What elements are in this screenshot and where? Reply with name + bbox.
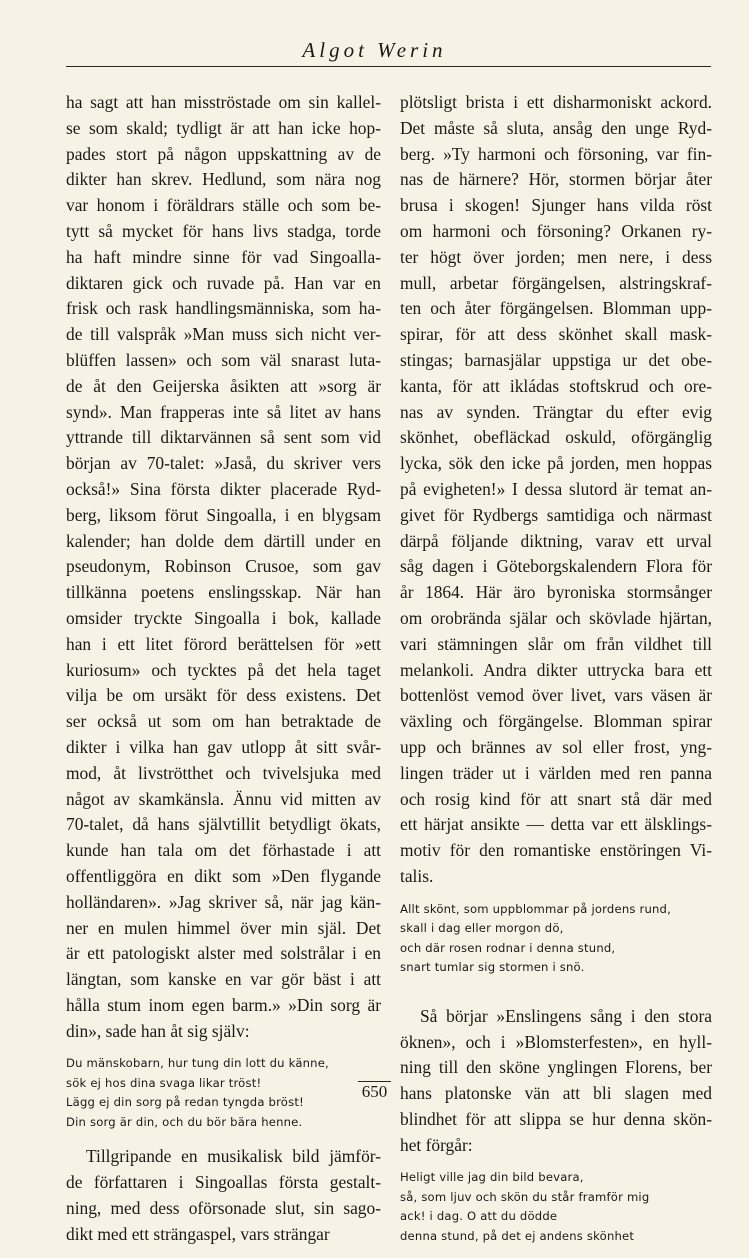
- text-line: såg dagen i Göteborgskalendern Flora för: [400, 556, 712, 577]
- text-line: ter högt över jorden; men nere, i dess: [400, 246, 712, 267]
- text-line: Så börjar »Enslingens sång i den stora: [420, 1005, 712, 1026]
- text-line: omsider tryckte Singoalla i bok, kallade: [66, 607, 381, 628]
- text-line: han i ett litet förord berättelsen för »ett: [66, 633, 381, 654]
- text-line: diktaren gick och ruvade på. Han var en: [66, 272, 381, 293]
- text-line: om harmoni och försoning? Orkanen ry-: [400, 220, 712, 241]
- text-line: melankoli. Andra dikter uttrycka bara ett: [400, 659, 712, 680]
- text-line: pades stort på någon uppskattning av de: [66, 143, 381, 164]
- text-line: kanta, för att ikládas stoftskrud och ore-: [400, 375, 712, 396]
- poem-line: ack! i dag. O att du dödde: [400, 1209, 558, 1224]
- text-line: Det måste så sluta, ansåg den unge Ryd-: [400, 117, 712, 138]
- text-line: nas av synden. Trängtar du efter evig: [400, 401, 712, 422]
- text-line: vilja be om ursäkt för dess existens. Det: [66, 685, 381, 706]
- text-line: upp och brännes av sol eller frost, yng-: [400, 736, 712, 757]
- header-rule: [66, 66, 711, 67]
- stanza-gap: [400, 990, 712, 1004]
- text-line: öknen», och i »Blomsterfesten», en hyll-: [400, 1031, 712, 1052]
- text-line: ning till den sköne ynglingen Florens, ber: [400, 1057, 712, 1078]
- text-line: och rosig kind för att snart stå där med: [400, 788, 712, 809]
- text-line: därpå följande diktning, varav ett urval: [400, 530, 712, 551]
- text-line: de åt den Geijerska åsikten att »sorg är: [66, 375, 381, 396]
- poem-line: snart tumlar sig stormen i snö.: [400, 960, 585, 975]
- text-line: offentliggöra en dikt som »Den flygande: [66, 865, 381, 886]
- text-line: blüffen lassen» och som väl snarast luta-: [66, 349, 381, 370]
- text-line: också!» Sina första dikter placerade Ryd-: [66, 478, 381, 499]
- left-paragraph-1: [66, 90, 381, 1044]
- text-line: kunde han tala om det förhastade i att: [66, 840, 381, 861]
- right-paragraph-1: [400, 90, 712, 890]
- text-line: ten och åter förgängelsen. Blomman upp-: [400, 298, 712, 319]
- text-line: skönhet, obefläckad oskuld, oförgänglig: [400, 427, 712, 448]
- text-line: talis.: [400, 865, 434, 886]
- text-line: lycka, sök den icke på jorden, men hoppas: [400, 453, 712, 474]
- text-line: dikt med ett strängaspel, vars strängar: [66, 1223, 330, 1244]
- text-line: ha sagt att han misströstade om sin kallel-: [66, 92, 381, 112]
- text-line: något av skamkänsla. Ännu vid mitten av: [66, 788, 381, 809]
- text-line: bottenlöst vemod över livet, vars väsen är: [400, 685, 712, 706]
- poem-line: Heligt ville jag din bild bevara,: [400, 1170, 584, 1185]
- poem-line: Du mänskobarn, hur tung din lott du känne,: [66, 1056, 329, 1071]
- left-column: [66, 90, 381, 1248]
- text-line: yttrande till diktarvännen så sent som vid: [66, 427, 381, 448]
- text-line: på evigheten!» I dessa slutord är temat an-: [400, 478, 712, 499]
- text-line: om orobrända själar och skövlade hjärtan,: [400, 607, 712, 628]
- text-line: givet för Rydbergs samtidiga och närmast: [400, 504, 712, 525]
- poem-line: skall i dag eller morgon dö,: [400, 921, 564, 936]
- text-line: spirar, för att dess skönhet skall mask-: [400, 324, 712, 345]
- text-line: ner en mulen himmel över min själ. Det: [66, 917, 381, 938]
- text-line: längtan, som kanske en var gör bäst i att: [66, 969, 381, 990]
- text-line: berg. »Ty harmoni och försoning, var fin-: [400, 143, 712, 164]
- text-line: kalender; han dolde dem därtill under en: [66, 530, 381, 551]
- text-line: se som skald; tydligt är att han icke hop-: [66, 117, 381, 138]
- page-number-text: 650: [358, 1081, 392, 1101]
- text-line: din», sade han åt sig själv:: [66, 1020, 250, 1041]
- text-line: de till valspråk »Man muss sich nicht ver-: [66, 324, 381, 345]
- text-line: tillkänna poetens enslingsskap. När han: [66, 582, 381, 603]
- text-line: brusa i skogen! Sjunger hans vilda röst: [400, 195, 712, 216]
- text-line: mod, åt livströtthet och tvivelsjuka med: [66, 762, 381, 783]
- text-line: ha haft mindre sinne för vad Singoalla-: [66, 246, 381, 267]
- poem-line: och där rosen rodnar i denna stund,: [400, 940, 616, 955]
- right-poem-2: [400, 1168, 712, 1246]
- right-poem-1: [400, 900, 712, 978]
- poem-line: denna stund, på det ej andens skönhet: [400, 1228, 635, 1243]
- text-line: växling och förgängelse. Blomman spirar: [400, 711, 712, 732]
- text-line: pseudonym, Robinson Crusoe, som gav: [66, 556, 381, 577]
- text-line: synd». Man frapperas inte så litet av hans: [66, 401, 381, 422]
- poem-line: Lägg ej din sorg på redan tyngda bröst!: [66, 1095, 304, 1110]
- text-line: motiv för den romantiske enstöringen Vi-: [400, 840, 712, 861]
- text-line: 70-talet, då hans självtillit betydligt ökats,: [66, 814, 381, 835]
- text-line: ett härjat ansikte — detta var ett älsklings-: [400, 814, 712, 835]
- running-header-author: Algot Werin: [302, 38, 447, 62]
- poem-line: Din sorg är din, och du bör bära henne.: [66, 1114, 303, 1129]
- text-line: år 1864. Här äro byroniska stormsånger: [400, 582, 712, 603]
- text-line: de författaren i Singoallas första gestalt-: [66, 1172, 381, 1193]
- text-line: ning, med dess oförsonade slut, sin sago-: [66, 1198, 381, 1219]
- poem-line: Allt skönt, som uppblommar på jordens rund,: [400, 901, 671, 916]
- text-line: holländaren». »Jag skriver så, när jag kän-: [66, 891, 381, 912]
- text-line: ser också ut som om han betraktade de: [66, 711, 381, 732]
- text-line: het förgår:: [400, 1134, 473, 1155]
- text-line: är ett patologiskt alster med solstrålar i en: [66, 943, 381, 964]
- text-line: frisk och rask handlingsmänniska, som ha-: [66, 298, 381, 319]
- text-line: hålla stum inom egen barm.» »Din sorg är: [66, 994, 381, 1015]
- text-line: dikter han skrev. Hedlund, som nära nog: [66, 169, 381, 190]
- left-paragraph-2: [66, 1144, 381, 1247]
- text-line: blindhet för att slippa se hur denna skön-: [400, 1108, 712, 1129]
- text-line: kuriosum» och tycktes på det hela taget: [66, 659, 381, 680]
- text-line: början av 70-talet: »Jaså, du skriver vers: [66, 453, 381, 474]
- page-number: [0, 1082, 749, 1102]
- text-line: vari stämningen slår om från vildhet till: [400, 633, 712, 654]
- text-line: Tillgripande en musikalisk bild jämför-: [86, 1146, 381, 1167]
- poem-line: så, som ljuv och skön du står framför mig: [400, 1189, 650, 1204]
- text-line: plötsligt brista i ett disharmoniskt ackord.: [400, 92, 712, 112]
- text-line: lingen träder ut i världen med ren panna: [400, 762, 712, 783]
- text-line: dikter i vilka han gav utlopp åt sitt svår-: [66, 736, 381, 757]
- text-line: mull, arbetar förgängelsen, alstringskraf-: [400, 272, 712, 293]
- text-line: tytt så mycket för hans livs stadga, torde: [66, 220, 381, 241]
- text-line: stingas; barnasjälar uppstiga ur det obe-: [400, 349, 712, 370]
- text-line: var honom i föräldrars ställe och som be-: [66, 195, 381, 216]
- text-line: berg, liksom förut Singoalla, i en blygsam: [66, 504, 381, 525]
- text-line: hans platonske vän att bli slagen med: [400, 1083, 712, 1104]
- poem-line: sök ej hos dina svaga likar tröst!: [66, 1075, 262, 1090]
- text-line: nas de härnere? Hör, stormen börjar åter: [400, 169, 712, 190]
